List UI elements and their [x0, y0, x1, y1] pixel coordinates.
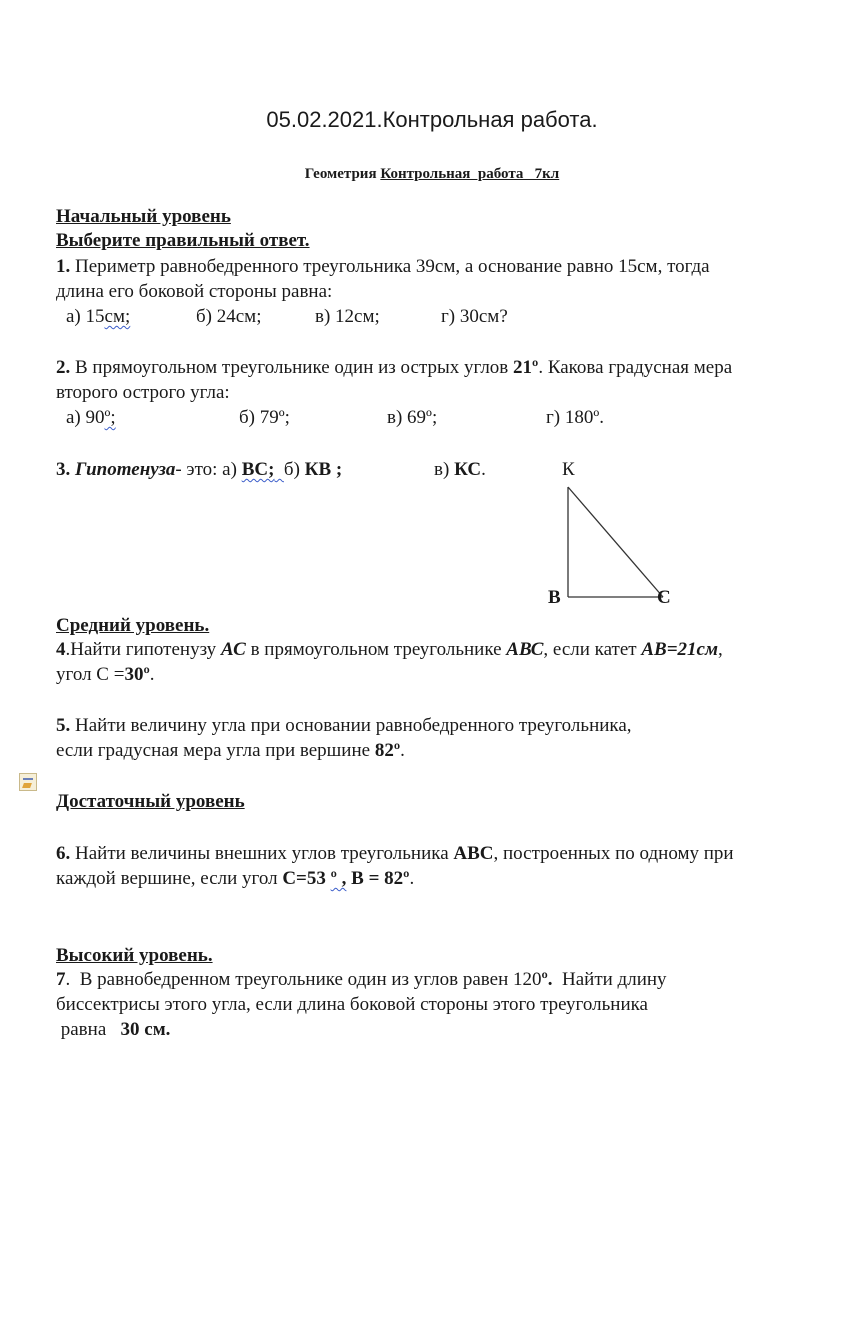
question-7-text-3: равна — [56, 1019, 121, 1040]
level3-heading: Достаточный уровень — [56, 791, 245, 812]
question-3-option-b-prefix: б) — [283, 459, 305, 480]
question-5-angle: 82º — [374, 740, 401, 761]
question-4-text-2: в прямоугольном треугольнике — [245, 639, 507, 660]
question-4-number: 4 — [56, 639, 66, 660]
question-2-text: В прямоугольном треугольнике один из острых углов — [70, 357, 514, 378]
question-1-text: Периметр равнобедренного треугольника 39см, а основание равно 15см, тогда — [70, 256, 710, 277]
question-6-angle-c: С=53 — [282, 868, 331, 889]
question-3-option-b: КВ ; — [304, 459, 343, 480]
question-6-line2 — [56, 867, 414, 891]
question-6-degree: º , — [330, 868, 347, 889]
question-7-line3 — [56, 1018, 170, 1042]
question-3-option-a: ВС; — [241, 459, 275, 480]
question-6-abc: АВС — [453, 843, 494, 864]
level1-heading: Начальный уровень — [56, 206, 231, 227]
question-7-degree: º. — [541, 969, 553, 990]
question-1-option-b: б) 24см; — [196, 306, 262, 327]
question-5-line2 — [56, 739, 405, 763]
question-7-length: 30 см. — [120, 1019, 171, 1040]
question-4-ac: АС — [220, 639, 246, 660]
question-6-line1 — [56, 842, 734, 866]
question-5-line1 — [56, 714, 632, 738]
option-a-unit: см; — [104, 306, 131, 327]
question-7-number: 7 — [56, 969, 66, 990]
question-2-option-b: б) 79º; — [239, 407, 290, 428]
question-3-number: 3. — [56, 459, 71, 480]
level2-heading: Средний уровень. — [56, 615, 210, 636]
question-2-option-c: в) 69º; — [387, 407, 438, 428]
question-2-option-d: г) 180º. — [546, 407, 605, 428]
option-a-text: а) 15 — [66, 306, 105, 327]
question-4-text: .Найти гипотенузу — [65, 639, 221, 660]
question-7-line1 — [56, 968, 667, 992]
question-3-option-c-prefix: в) — [434, 459, 455, 480]
question-4-abc: АВС — [506, 639, 544, 660]
question-3-text: - это: а) — [175, 459, 242, 480]
option-a-text: а) 90 — [66, 407, 105, 428]
level1-instruction: Выберите правильный ответ. — [56, 230, 310, 251]
question-7-line2: биссектрисы этого угла, если длина боковой стороны этого треугольника — [56, 994, 648, 1015]
question-7-text-2: Найти длину — [552, 969, 667, 990]
level4-heading: Высокий уровень. — [56, 945, 213, 966]
subtitle-work-title: Контрольная работа 7кл — [380, 166, 560, 182]
question-2-line2: второго острого угла: — [56, 382, 230, 403]
question-6-angle-b: В = 82º — [346, 868, 410, 889]
question-1-line2: длина его боковой стороны равна: — [56, 281, 333, 302]
question-3-term: Гипотенуза — [75, 459, 176, 480]
question-2-text-end: . Какова градусная мера — [538, 357, 733, 378]
question-6-text-2: , построенных по одному при — [493, 843, 734, 864]
question-4-angle: 30º — [124, 664, 150, 685]
question-1-option-c: в) 12см; — [315, 306, 380, 327]
document-title: 05.02.2021.Контрольная работа. — [266, 107, 598, 132]
triangle-vertex-k: К — [562, 459, 575, 480]
question-4-ab: АВ=21см — [641, 639, 718, 660]
question-3-option-c: КС — [454, 459, 482, 480]
question-3-end: . — [481, 459, 486, 480]
subtitle-subject: Геометрия — [304, 166, 377, 182]
question-5-text-2: если градусная мера угла при вершине — [56, 740, 375, 761]
question-1-option-d: г) 30см? — [441, 306, 508, 327]
question-4-comma: , — [717, 639, 723, 660]
question-2-angle: 21º — [513, 357, 539, 378]
document-note-icon[interactable] — [19, 773, 37, 791]
triangle-side-kc — [568, 487, 663, 597]
triangle-vertex-c: С — [657, 587, 671, 608]
option-a-unit: º; — [104, 407, 116, 428]
question-4-line1 — [56, 638, 723, 662]
question-5-text: Найти величину угла при основании равнобедренного треугольника, — [70, 715, 632, 736]
question-5-end: . — [400, 740, 405, 761]
question-4-angle-label: угол С = — [56, 664, 125, 685]
triangle-vertex-b: В — [548, 587, 561, 608]
question-7-text: . В равнобедренном треугольнике один из углов равен 120 — [65, 969, 542, 990]
question-1-number: 1. — [56, 256, 71, 277]
question-5-number: 5. — [56, 715, 71, 736]
question-6-text: Найти величины внешних углов треугольника — [70, 843, 454, 864]
question-6-end: . — [409, 868, 415, 889]
question-2-number: 2. — [56, 357, 71, 378]
question-6-text-3: каждой вершине, если угол — [56, 868, 283, 889]
question-6-number: 6. — [56, 843, 71, 864]
question-4-text-3: , если катет — [543, 639, 642, 660]
question-4-end: . — [149, 664, 155, 685]
question-4-line2 — [56, 663, 154, 687]
